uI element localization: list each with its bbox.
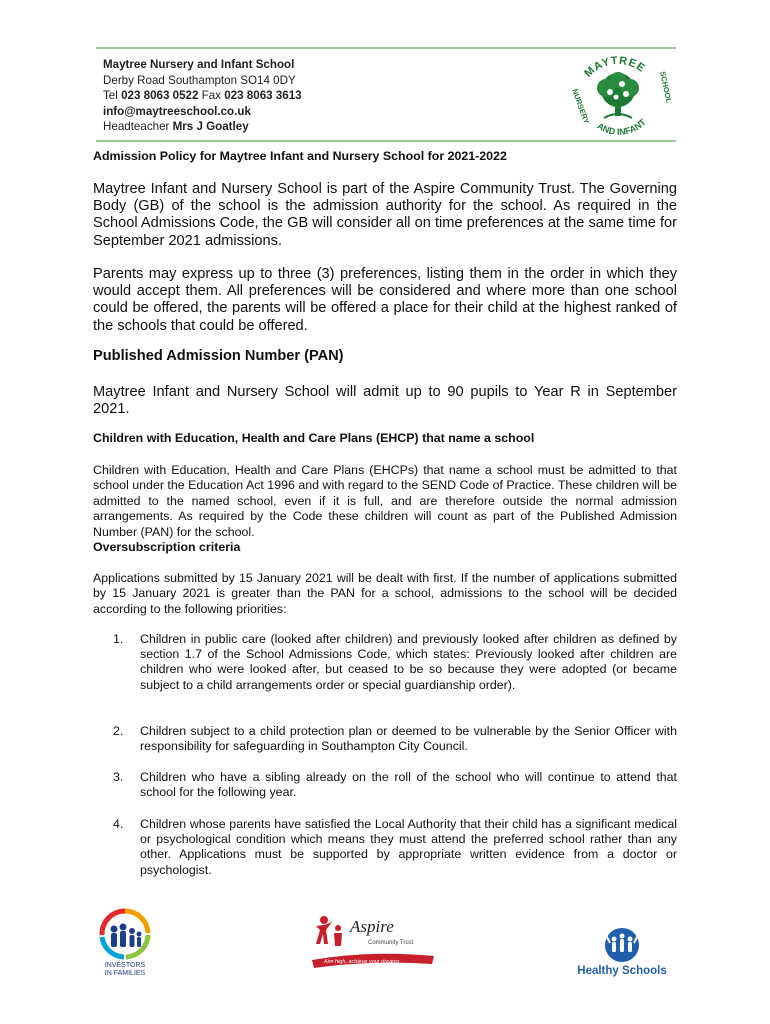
investors-text bbox=[92, 962, 158, 978]
list-text: Children in public care (looked after children) and previously looked after children as defined by section 1.7 of the School Admissions Code, which states: Previously looked after children are children who were looked after, but ceased to be so because they were adopted (or became subject to a child arrangements order or special guardianship order). bbox=[140, 632, 677, 692]
list-number: 3. bbox=[113, 770, 124, 784]
oversubscription-paragraph: Applications submitted by 15 January 2021 will be dealt with first. If the number of applications submitted by 15 January 2021 is greater than the PAN for a school, admissions to the school will be decided according to the following priorities: bbox=[93, 571, 677, 616]
aspire-tagline: Aim high, achieve your dreams bbox=[324, 959, 400, 965]
list-text: Children whose parents have satisfied the Local Authority that their child has a significant medical or psychological condition which means they must attend the preferred school rather than any other. Applications must be supported by appropriate written evidence from a doctor or psychologist. bbox=[140, 817, 677, 877]
tel-number: 023 8063 0522 bbox=[121, 89, 199, 103]
logo-text-bottom: AND INFANT bbox=[595, 117, 648, 137]
maytree-school-logo bbox=[560, 50, 676, 138]
fax-number: 023 8063 3613 bbox=[224, 89, 302, 103]
list-number: 2. bbox=[113, 724, 124, 738]
header-top-rule bbox=[96, 47, 676, 49]
list-text: Children subject to a child protection plan or deemed to be vulnerable by the Senior Officer with responsibility for safeguarding in Southampton City Council. bbox=[140, 724, 677, 754]
fax-label: Fax bbox=[201, 89, 221, 103]
logo-text-left: NURSERY bbox=[570, 87, 592, 125]
tel-label: Tel bbox=[103, 89, 118, 103]
investors-line2: IN FAMILIES bbox=[104, 970, 146, 977]
healthy-schools-logo bbox=[570, 925, 674, 979]
ehcp-heading: Children with Education, Health and Care Plans (EHCP) that name a school bbox=[93, 431, 535, 445]
pan-heading: Published Admission Number (PAN) bbox=[93, 348, 344, 364]
headteacher-name: Mrs J Goatley bbox=[172, 120, 249, 134]
school-name: Maytree Nursery and Infant School bbox=[103, 58, 295, 71]
pan-paragraph: Maytree Infant and Nursery School will admit up to 90 pupils to Year R in September 2021. bbox=[93, 384, 677, 418]
preferences-paragraph: Parents may express up to three (3) preferences, listing them in the order in which they would accept them. All preferences will be considered and where more than one school could be offered, the parents will be offered a place for their child at the highest ranked of the schools that could be offered. bbox=[93, 266, 677, 334]
list-text: Children who have a sibling already on the roll of the school who will continue to attend that school for the following year. bbox=[140, 770, 677, 800]
intro-paragraph: Maytree Infant and Nursery School is part of the Aspire Community Trust. The Governing Body (GB) of the school is the admission authority for the school. As required in the School Admissions Code, the GB will consider all on time preferences at the same time for September 2021 admissions. bbox=[93, 181, 677, 249]
healthy-schools-icon bbox=[570, 925, 674, 965]
headteacher-label: Headteacher bbox=[103, 120, 170, 134]
list-number: 1. bbox=[113, 632, 124, 646]
healthy-schools-text: Healthy Schools bbox=[577, 965, 667, 977]
investors-line1: INVESTORS bbox=[104, 962, 146, 969]
svg-text:AND INFANT bbox=[595, 117, 648, 137]
phone-line bbox=[103, 88, 302, 104]
people-icon bbox=[316, 916, 342, 946]
headteacher-line bbox=[103, 119, 302, 135]
logo-text-right: SCHOOL bbox=[658, 70, 674, 104]
tree-icon bbox=[597, 72, 639, 118]
school-email: info@maytreeschool.co.uk bbox=[103, 104, 251, 118]
document-title: Admission Policy for Maytree Infant and Nursery School for 2021-2022 bbox=[93, 149, 507, 163]
logo-text-top: MAYTREE bbox=[582, 54, 648, 80]
aspire-trust-logo bbox=[310, 910, 436, 972]
school-address: Derby Road Southampton SO14 0DY bbox=[103, 73, 296, 87]
school-contact-block bbox=[103, 57, 302, 135]
family-icon bbox=[92, 905, 158, 961]
header-bottom-rule bbox=[96, 140, 676, 142]
investors-in-families-logo bbox=[92, 905, 158, 983]
aspire-subtitle: Community Trust bbox=[368, 940, 414, 946]
aspire-name: Aspire bbox=[350, 917, 394, 936]
ehcp-paragraph: Children with Education, Health and Care Plans (EHCPs) that name a school must be admitted to that school under the Education Act 1996 and with regard to the SEND Code of Practice. These children will be admitted to the named school, even if it is full, and are therefore outside the normal admission arrangements. As required by the Code these children will count as part of the Published Admission Number (PAN) for the school. bbox=[93, 463, 677, 539]
oversubscription-heading: Oversubscription criteria bbox=[93, 540, 241, 554]
list-number: 4. bbox=[113, 817, 124, 831]
